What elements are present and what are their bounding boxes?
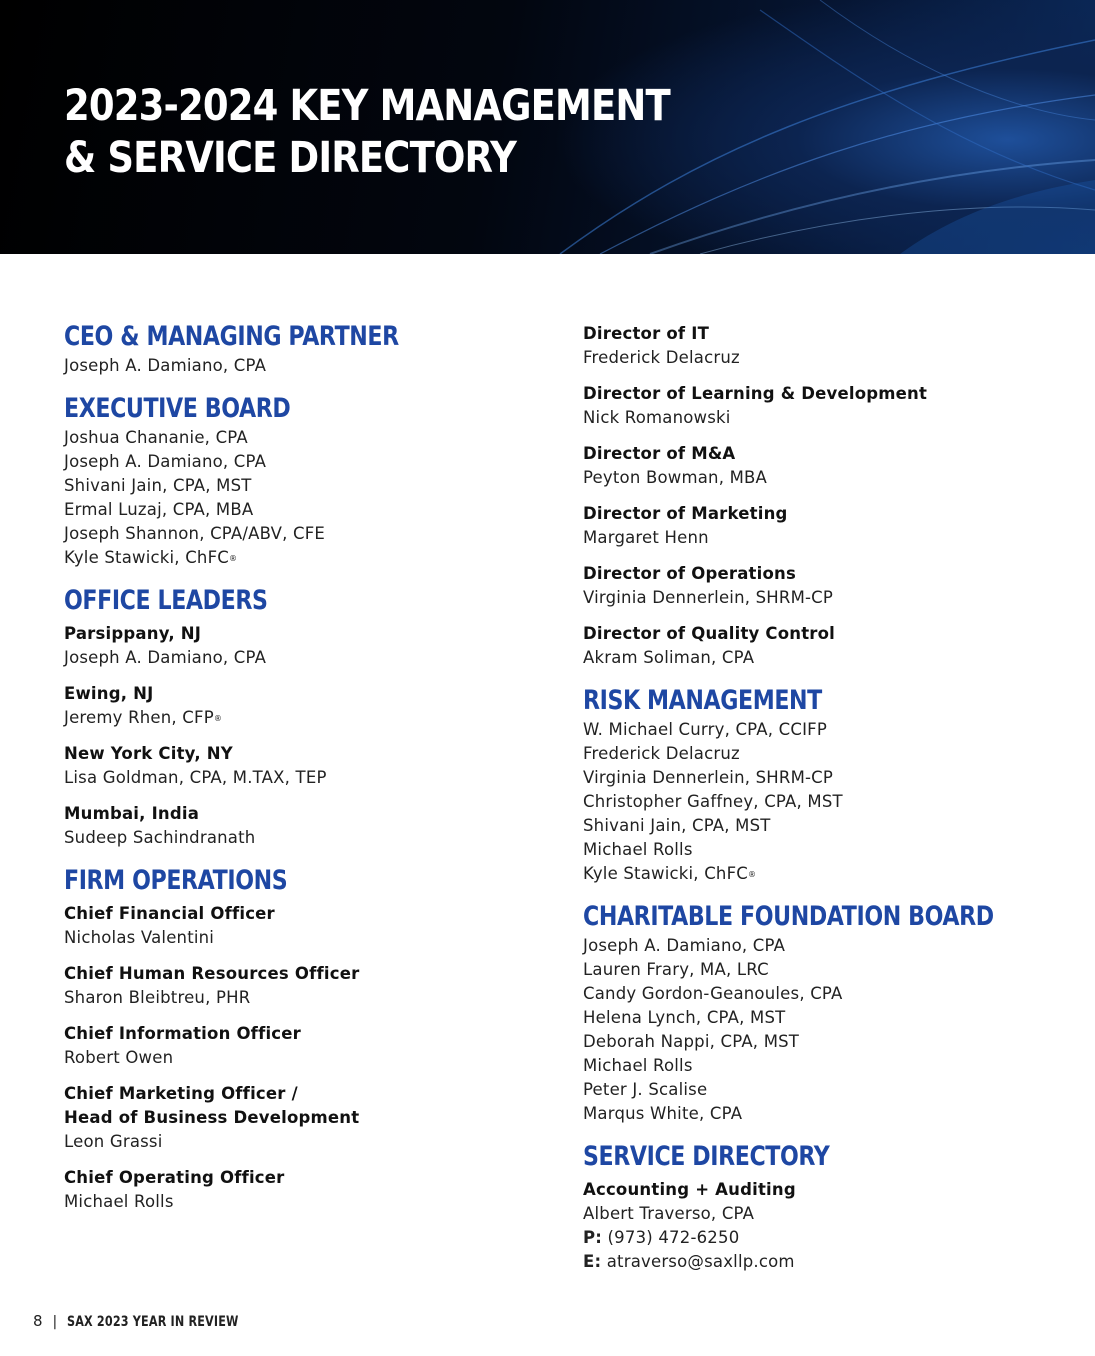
section-heading-risk-management: RISK MANAGEMENT [583,685,822,716]
phone-number[interactable]: (973) 472-6250 [607,1228,740,1247]
charitable-board-name: Candy Gordon-Geanoules, CPA [583,984,843,1003]
section-heading-charitable-foundation-board: CHARITABLE FOUNDATION BOARD [583,901,994,932]
section-heading-office-leaders: OFFICE LEADERS [64,585,268,616]
title-line-2: & SERVICE DIRECTORY [64,133,517,183]
office-location: Ewing, NJ [64,684,154,703]
charitable-board-name: Michael Rolls [583,1056,693,1075]
service-contact-name: Albert Traverso, CPA [583,1204,755,1223]
risk-management-name: Frederick Delacruz [583,744,740,763]
page-footer [33,1312,282,1330]
director-name: Nick Romanowski [583,408,731,427]
registered-mark: ® [229,554,238,563]
office-location: Mumbai, India [64,804,200,823]
office-location: New York City, NY [64,744,233,763]
title-line-1: 2023-2024 KEY MANAGEMENT [64,81,670,131]
role-name: Sharon Bleibtreu, PHR [64,988,251,1007]
role-title: Chief Information Officer [64,1024,302,1043]
risk-management-name: W. Michael Curry, CPA, CCIFP [583,720,828,739]
director-name: Frederick Delacruz [583,348,740,367]
left-column [64,320,534,1214]
page-number: 8 [33,1312,43,1330]
director-title: Director of Marketing [583,504,788,523]
director-name: Akram Soliman, CPA [583,648,755,667]
director-title: Director of Quality Control [583,624,836,643]
role-name: Leon Grassi [64,1132,163,1151]
executive-board-name: Joseph A. Damiano, CPA [64,452,267,471]
risk-management-name: Virginia Dennerlein, SHRM-CP [583,768,834,787]
office-leader-name: Sudeep Sachindranath [64,828,256,847]
director-title: Director of IT [583,324,710,343]
footer-separator: | [52,1314,58,1330]
role-name: Robert Owen [64,1048,174,1067]
risk-management-name: Shivani Jain, CPA, MST [583,816,771,835]
section-heading-ceo: CEO & MANAGING PARTNER [64,321,399,352]
role-title: Chief Marketing Officer / [64,1084,298,1103]
risk-management-name: Michael Rolls [583,840,693,859]
charitable-board-name: Lauren Frary, MA, LRC [583,960,769,979]
email-address[interactable]: atraverso@saxllp.com [606,1252,795,1271]
charitable-board-name: Peter J. Scalise [583,1080,708,1099]
charitable-board-name: Helena Lynch, CPA, MST [583,1008,786,1027]
role-title-continued: Head of Business Development [64,1108,360,1127]
role-title: Chief Human Resources Officer [64,964,360,983]
registered-mark: ® [748,870,757,879]
charitable-board-name: Joseph A. Damiano, CPA [583,936,786,955]
director-name: Peyton Bowman, MBA [583,468,768,487]
risk-management-name: Kyle Stawicki, ChFC® [583,864,757,883]
registered-mark: ® [213,714,223,723]
service-name: Accounting + Auditing [583,1180,796,1199]
office-leader-name: Joseph A. Damiano, CPA [64,648,267,667]
section-heading-service-directory: SERVICE DIRECTORY [583,1141,830,1172]
executive-board-name: Joshua Chananie, CPA [64,428,248,447]
risk-management-name: Christopher Gaffney, CPA, MST [583,792,843,811]
executive-board-name: Kyle Stawicki, ChFC® [64,548,238,567]
role-title: Chief Financial Officer [64,904,275,923]
role-name: Michael Rolls [64,1192,174,1211]
charitable-board-name: Marqus White, CPA [583,1104,743,1123]
director-name: Margaret Henn [583,528,709,547]
right-column [583,322,1063,1274]
office-location: Parsippany, NJ [64,624,202,643]
director-name: Virginia Dennerlein, SHRM-CP [583,588,834,607]
section-heading-firm-operations: FIRM OPERATIONS [64,865,288,896]
role-name: Nicholas Valentini [64,928,215,947]
director-title: Director of M&A [583,444,736,463]
section-heading-executive-board: EXECUTIVE BOARD [64,393,291,424]
email-label: E: [583,1252,602,1271]
director-title: Director of Operations [583,564,796,583]
phone-label: P: [583,1228,603,1247]
header-banner [0,0,1095,254]
charitable-board-name: Deborah Nappi, CPA, MST [583,1032,800,1051]
role-title: Chief Operating Officer [64,1168,285,1187]
publication-name: SAX 2023 YEAR IN REVIEW [67,1314,239,1330]
office-leader-name: Jeremy Rhen, CFP® [64,708,223,727]
office-leader-name: Lisa Goldman, CPA, M.TAX, TEP [64,768,327,787]
ceo-name: Joseph A. Damiano, CPA [64,356,267,375]
executive-board-name: Shivani Jain, CPA, MST [64,476,252,495]
director-title: Director of Learning & Development [583,384,928,403]
service-email [583,1250,1063,1274]
executive-board-name: Ermal Luzaj, CPA, MBA [64,500,254,519]
page-title [64,80,670,184]
service-phone [583,1226,1063,1250]
executive-board-name: Joseph Shannon, CPA/ABV, CFE [64,524,326,543]
